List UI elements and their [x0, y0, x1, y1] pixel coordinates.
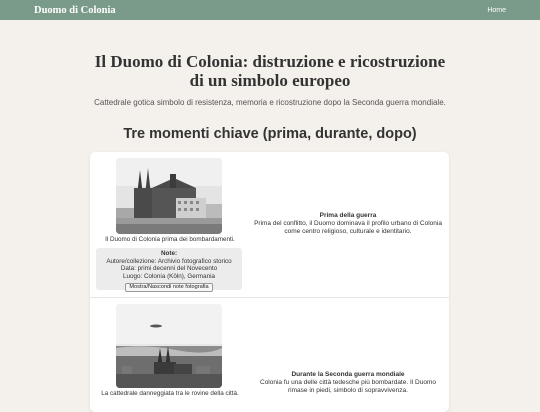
page-subtitle: Cattedrale gotica simbolo di resistenza, memoria e ricostruzione dopo la Seconda guerra mondiale. [94, 98, 446, 107]
cathedral-before-photo [116, 158, 222, 234]
moments-card [90, 152, 449, 412]
notes-place: Luogo: Colonia (Köln), Germania [122, 272, 216, 280]
moment-desc-during: Colonia fu una delle città tedesche più bombardate. Il Duomo rimase in piedi, simbolo di sopravvivenza. [260, 378, 436, 394]
moment-desc-before: Prima del conflitto, il Duomo dominava il profilo urbano di Colonia come centro religioso, culturale e identitario. [254, 219, 442, 235]
moment-text-during [253, 371, 443, 394]
moment-title-during: Durante la Seconda guerra mondiale [291, 371, 405, 378]
notes-author: Autore/collezione: Archivio fotografico storico [106, 257, 232, 265]
nav-home-link[interactable]: Home [487, 6, 506, 14]
toggle-photo-notes-button[interactable]: Mostra/Nascondi note fotografia [125, 283, 213, 292]
site-brand[interactable]: Duomo di Colonia [34, 4, 116, 16]
photo-caption-before: Il Duomo di Colonia prima dei bombardamenti. [105, 236, 235, 243]
page-title-line-1: Il Duomo di Colonia: distruzione e ricostruzione [94, 52, 446, 71]
photo-caption-during: La cattedrale danneggiata tra le rovine della città. [101, 390, 239, 397]
page-title [70, 52, 470, 90]
page-title-line-2: di un simbolo europeo [189, 71, 351, 90]
moment-row-before [90, 152, 449, 298]
moment-title-before: Prima della guerra [319, 212, 377, 219]
notes-label: Note: [160, 250, 178, 257]
notes-date: Data: primi decenni del Novecento [120, 265, 218, 272]
cathedral-during-photo [116, 304, 222, 388]
moment-text-before [253, 212, 443, 235]
section-title: Tre momenti chiave (prima, durante, dopo) [123, 126, 417, 142]
top-nav-bar [0, 0, 540, 20]
